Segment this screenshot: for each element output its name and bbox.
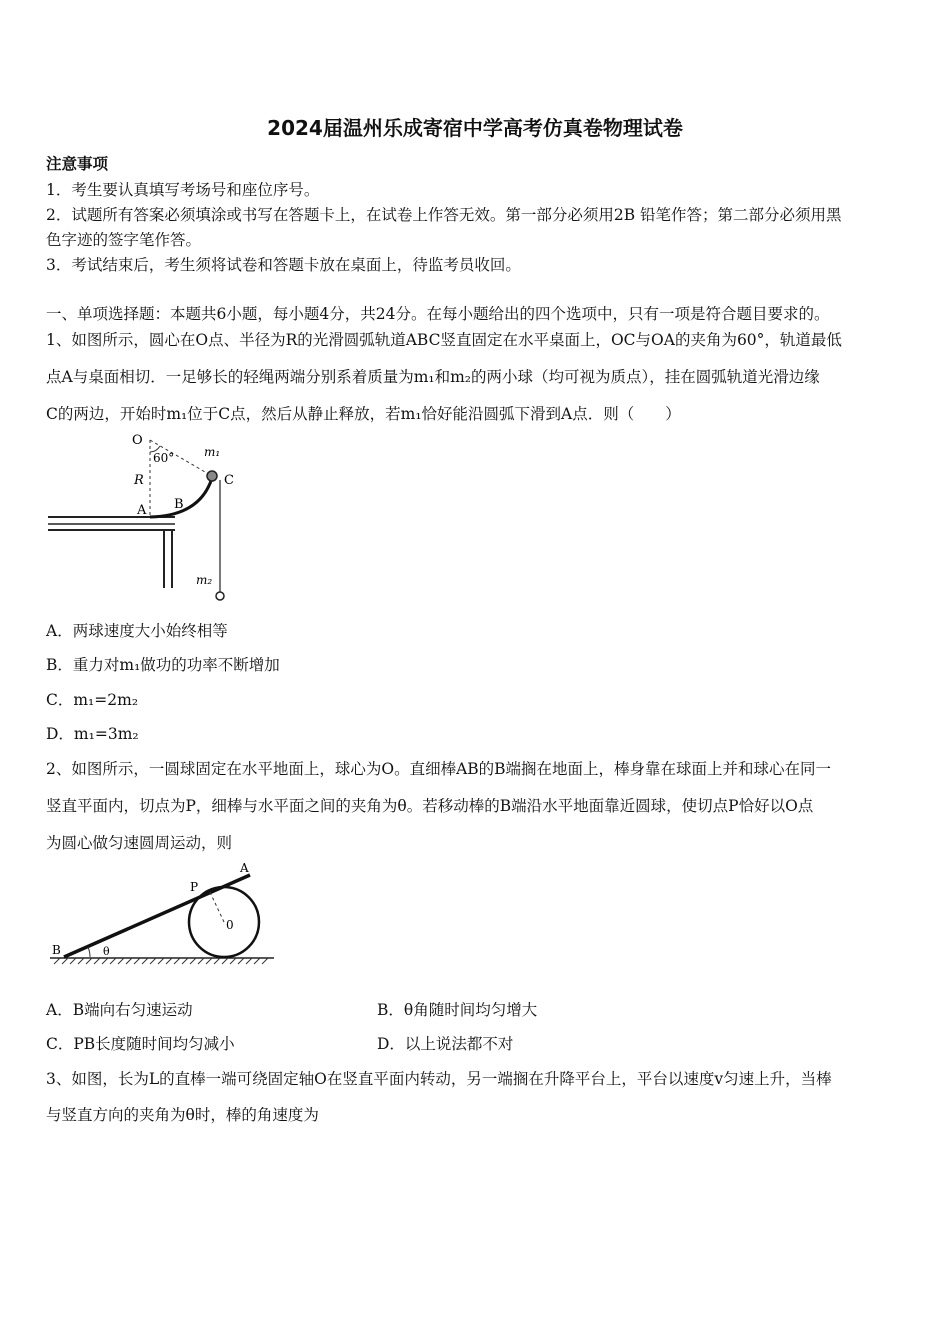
label-A: A [240, 861, 249, 875]
sphere-rod-diagram [46, 858, 280, 972]
q1-option-b[interactable]: B．重力对m₁做功的功率不断增加 [46, 656, 280, 674]
question-2-text: 竖直平面内，切点为P，细棒与水平面之间的夹角为θ。若移动棒的B端沿水平地面靠近圆球，使切点P恰好以O点 [46, 797, 814, 815]
label-m2: m₂ [196, 573, 213, 587]
label-O: 0 [226, 918, 234, 932]
q2-option-d[interactable]: D．以上说法都不对 [377, 1035, 514, 1053]
label-P: P [190, 880, 199, 894]
q1-option-c[interactable]: C．m₁=2m₂ [46, 691, 139, 709]
question-1-text: 点A与桌面相切．一足够长的轻绳两端分别系着质量为m₁和m₂的两小球（均可视为质点），挂在圆弧轨道光滑边缘 [46, 368, 820, 386]
q2-option-b[interactable]: B．θ角随时间均匀增大 [377, 1001, 538, 1019]
q2-option-c[interactable]: C．PB长度随时间均匀减小 [46, 1035, 235, 1053]
question-1-text: 1、如图所示，圆心在O点、半径为R的光滑圆弧轨道ABC竖直固定在水平桌面上，OC与OA的夹角为60°，轨道最低 [46, 331, 842, 349]
notice-item: 1．考生要认真填写考场号和座位序号。 [46, 181, 320, 199]
notice-heading: 注意事项 [46, 154, 109, 173]
label-O: O [132, 433, 143, 448]
label-A: A [137, 503, 147, 518]
q2-option-a[interactable]: A．B端向右匀速运动 [46, 1001, 193, 1019]
section-heading: 一、单项选择题：本题共6小题，每小题4分，共24分。在每小题给出的四个选项中，只有一项是符合题目要求的。 [46, 305, 830, 323]
label-m1: m₁ [204, 445, 221, 459]
label-B: B [52, 943, 61, 957]
notice-item: 3．考试结束后，考生须将试卷和答题卡放在桌面上，待监考员收回。 [46, 256, 521, 274]
notice-item: 色字迹的签字笔作答。 [46, 231, 202, 249]
label-R: R [134, 473, 144, 488]
notice-item: 2．试题所有答案必须填涂或书写在答题卡上，在试卷上作答无效。第一部分必须用2B 铅笔作答；第二部分必须用黑 [46, 206, 842, 224]
label-B: B [174, 497, 184, 512]
question-3-text: 3、如图，长为L的直棒一端可绕固定轴O在竖直平面内转动，另一端搁在升降平台上，平台以速度v匀速上升，当棒 [46, 1070, 832, 1088]
q1-option-d[interactable]: D．m₁=3m₂ [46, 725, 139, 743]
question-1-text: C的两边，开始时m₁位于C点，然后从静止释放，若m₁恰好能沿圆弧下滑到A点．则（ ） [46, 405, 681, 423]
label-C: C [224, 473, 234, 488]
question-3-text: 与竖直方向的夹角为θ时，棒的角速度为 [46, 1106, 319, 1124]
label-theta: θ [103, 945, 110, 958]
question-2-text: 2、如图所示，一圆球固定在水平地面上，球心为O。直细棒AB的B端搁在地面上，棒身靠在球面上并和球心在同一 [46, 760, 832, 778]
page-title: 2024届温州乐成寄宿中学高考仿真卷物理试卷 [267, 116, 683, 140]
question-2-text: 为圆心做匀速圆周运动，则 [46, 834, 233, 852]
arc-track-diagram [40, 428, 260, 606]
label-angle: 60° [153, 451, 175, 465]
q1-option-a[interactable]: A．两球速度大小始终相等 [46, 622, 228, 640]
